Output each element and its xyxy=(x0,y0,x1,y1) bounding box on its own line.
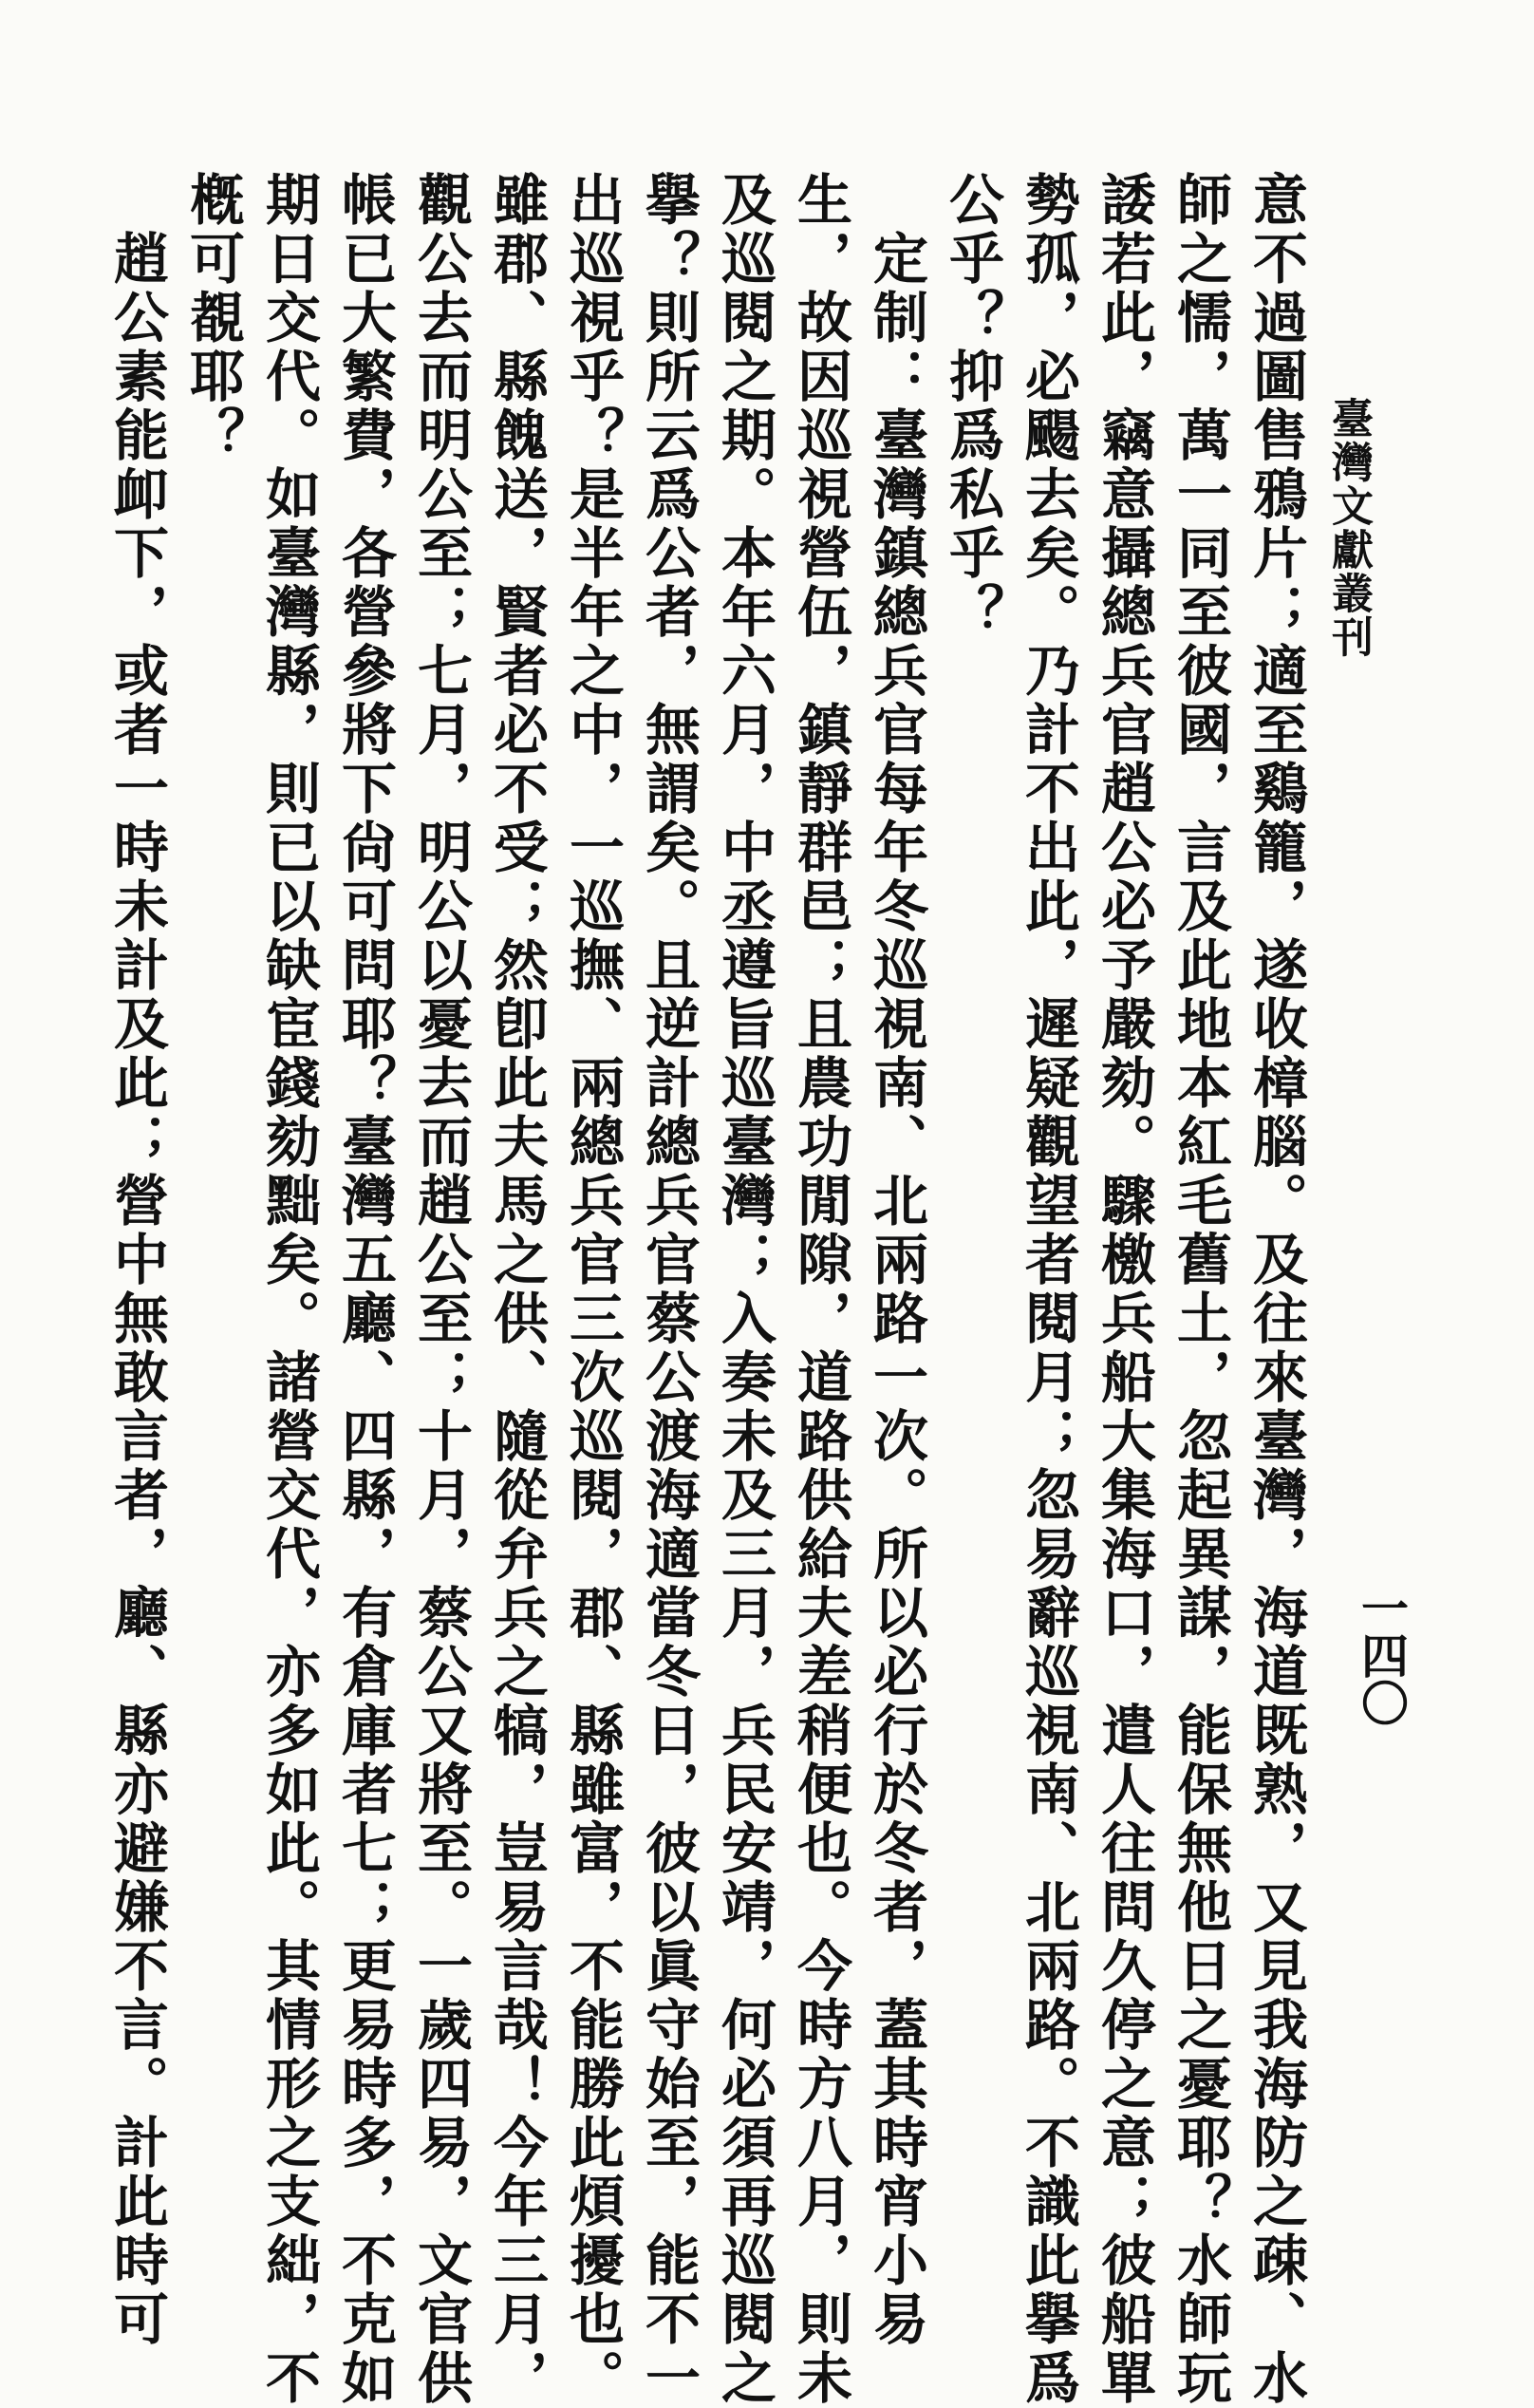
text-column: 觀公去而明公至；七月，明公以憂去而趙公至；十月，蔡公又將至。一歲四易，文官供 xyxy=(408,171,473,2408)
body-text xyxy=(99,171,1314,2408)
text-column: 定制：臺灣鎮總兵官每年冬巡視南、北兩路一次。所以必行於冬者，蓋其時宵小易 xyxy=(864,171,928,2349)
text-column: 師之懦，萬一同至彼國，言及此地本紅毛舊土，忽起異謀，能保無他日之憂耶？水師玩 xyxy=(1168,171,1232,2408)
text-column: 擧？則所云爲公者，無謂矣。且逆計總兵官蔡公渡海適當冬日，彼以眞守始至，能不一 xyxy=(636,171,701,2408)
text-column: 槪可覩耶？ xyxy=(180,171,245,465)
text-column: 生，故因巡視營伍，鎮靜群邑；且農功閒隙，道路供給夫差稍便也。今時方八月，則未 xyxy=(788,171,852,2408)
text-column: 及巡閱之期。本年六月，中丞遵旨巡臺灣；入奏未及三月，兵民安靖，何必須再巡閱之 xyxy=(712,171,776,2408)
running-header: 臺灣文獻叢刊 xyxy=(1324,397,1373,659)
text-column: 帳已大繁費，各營參將下尙可問耶？臺灣五廳、四縣，有倉庫者七；更易時多，不克如 xyxy=(332,171,397,2408)
text-column: 出巡視乎？是半年之中，一巡撫、兩總兵官三次巡閱，郡、縣雖富，不能勝此煩擾也。 xyxy=(560,171,625,2408)
text-column: 公乎？抑爲私乎？ xyxy=(940,171,1004,642)
text-column: 期日交代。如臺灣縣，則已以缺宦錢劾黜矣。諸營交代，亦多如此。其情形之支絀，不 xyxy=(256,171,321,2408)
text-column: 諉若此，竊意攝總兵官趙公必予嚴劾。驟檄兵船大集海口，遣人往問久停之意；彼船單 xyxy=(1092,171,1156,2408)
page-number: 一四〇 xyxy=(1354,1584,1410,1726)
text-column: 意不過圖售鴉片；適至鷄籠，遂收樟腦。及往來臺灣，海道既熟，又見我海防之疎、水 xyxy=(1244,171,1308,2408)
text-column: 趙公素能卹下，或者一時未計及此；營中無敢言者，廳、縣亦避嫌不言。計此時可 xyxy=(104,171,169,2349)
text-column: 勢孤，必颺去矣。乃計不出此，遲疑觀望者閱月；忽易辭巡視南、北兩路。不識此擧爲 xyxy=(1016,171,1080,2408)
text-column: 雖郡、縣餽送，賢者必不受；然卽此夫馬之供、隨從弁兵之犒，豈易言哉！今年三月， xyxy=(484,171,549,2408)
